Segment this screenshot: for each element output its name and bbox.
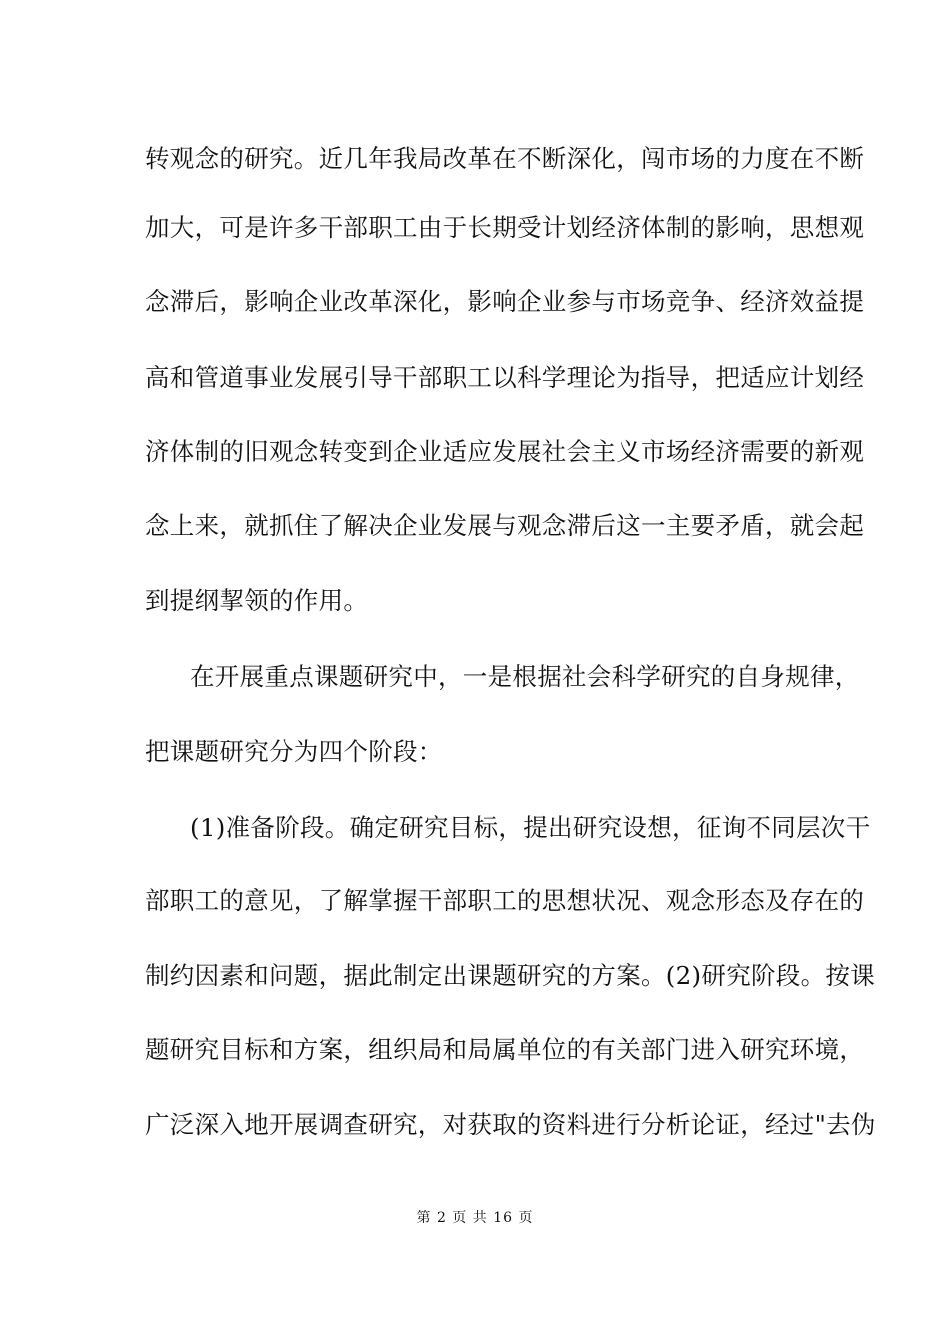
paragraph-line: 念上来，就抓住了解决企业发展与观念滞后这一主要矛盾，就会起 bbox=[145, 511, 865, 540]
paragraph-line: (1)准备阶段。确定研究目标，提出研究设想，征询不同层次干 bbox=[190, 813, 871, 842]
paragraph-line: 加大，可是许多干部职工由于长期受计划经济体制的影响，思想观 bbox=[145, 213, 865, 242]
paragraph-line: 题研究目标和方案，组织局和局属单位的有关部门进入研究环境， bbox=[145, 1035, 865, 1064]
paragraph-line: 到提纲挈领的作用。 bbox=[145, 586, 369, 615]
page-number: 第 2 页 共 16 页 bbox=[416, 1210, 534, 1226]
paragraph-line: 高和管道事业发展引导干部职工以科学理论为指导，把适应计划经 bbox=[145, 363, 865, 392]
paragraph-line: 制约因素和问题，据此制定出课题研究的方案。(2)研究阶段。按课 bbox=[145, 961, 876, 990]
paragraph-line: 念滞后，影响企业改革深化，影响企业参与市场竞争、经济效益提 bbox=[145, 287, 865, 316]
paragraph-line: 济体制的旧观念转变到企业适应发展社会主义市场经济需要的新观 bbox=[145, 437, 865, 466]
paragraph-line: 在开展重点课题研究中，一是根据社会科学研究的自身规律， bbox=[190, 662, 860, 691]
paragraph-line: 把课题研究分为四个阶段： bbox=[145, 737, 443, 766]
paragraph-line: 部职工的意见，了解掌握干部职工的思想状况、观念形态及存在的 bbox=[145, 886, 865, 915]
paragraph-line: 转观念的研究。近几年我局改革在不断深化，闯市场的力度在不断 bbox=[145, 144, 865, 173]
paragraph-line: 广泛深入地开展调查研究，对获取的资料进行分析论证，经过"去伪 bbox=[145, 1110, 876, 1139]
page-footer bbox=[0, 1209, 950, 1227]
